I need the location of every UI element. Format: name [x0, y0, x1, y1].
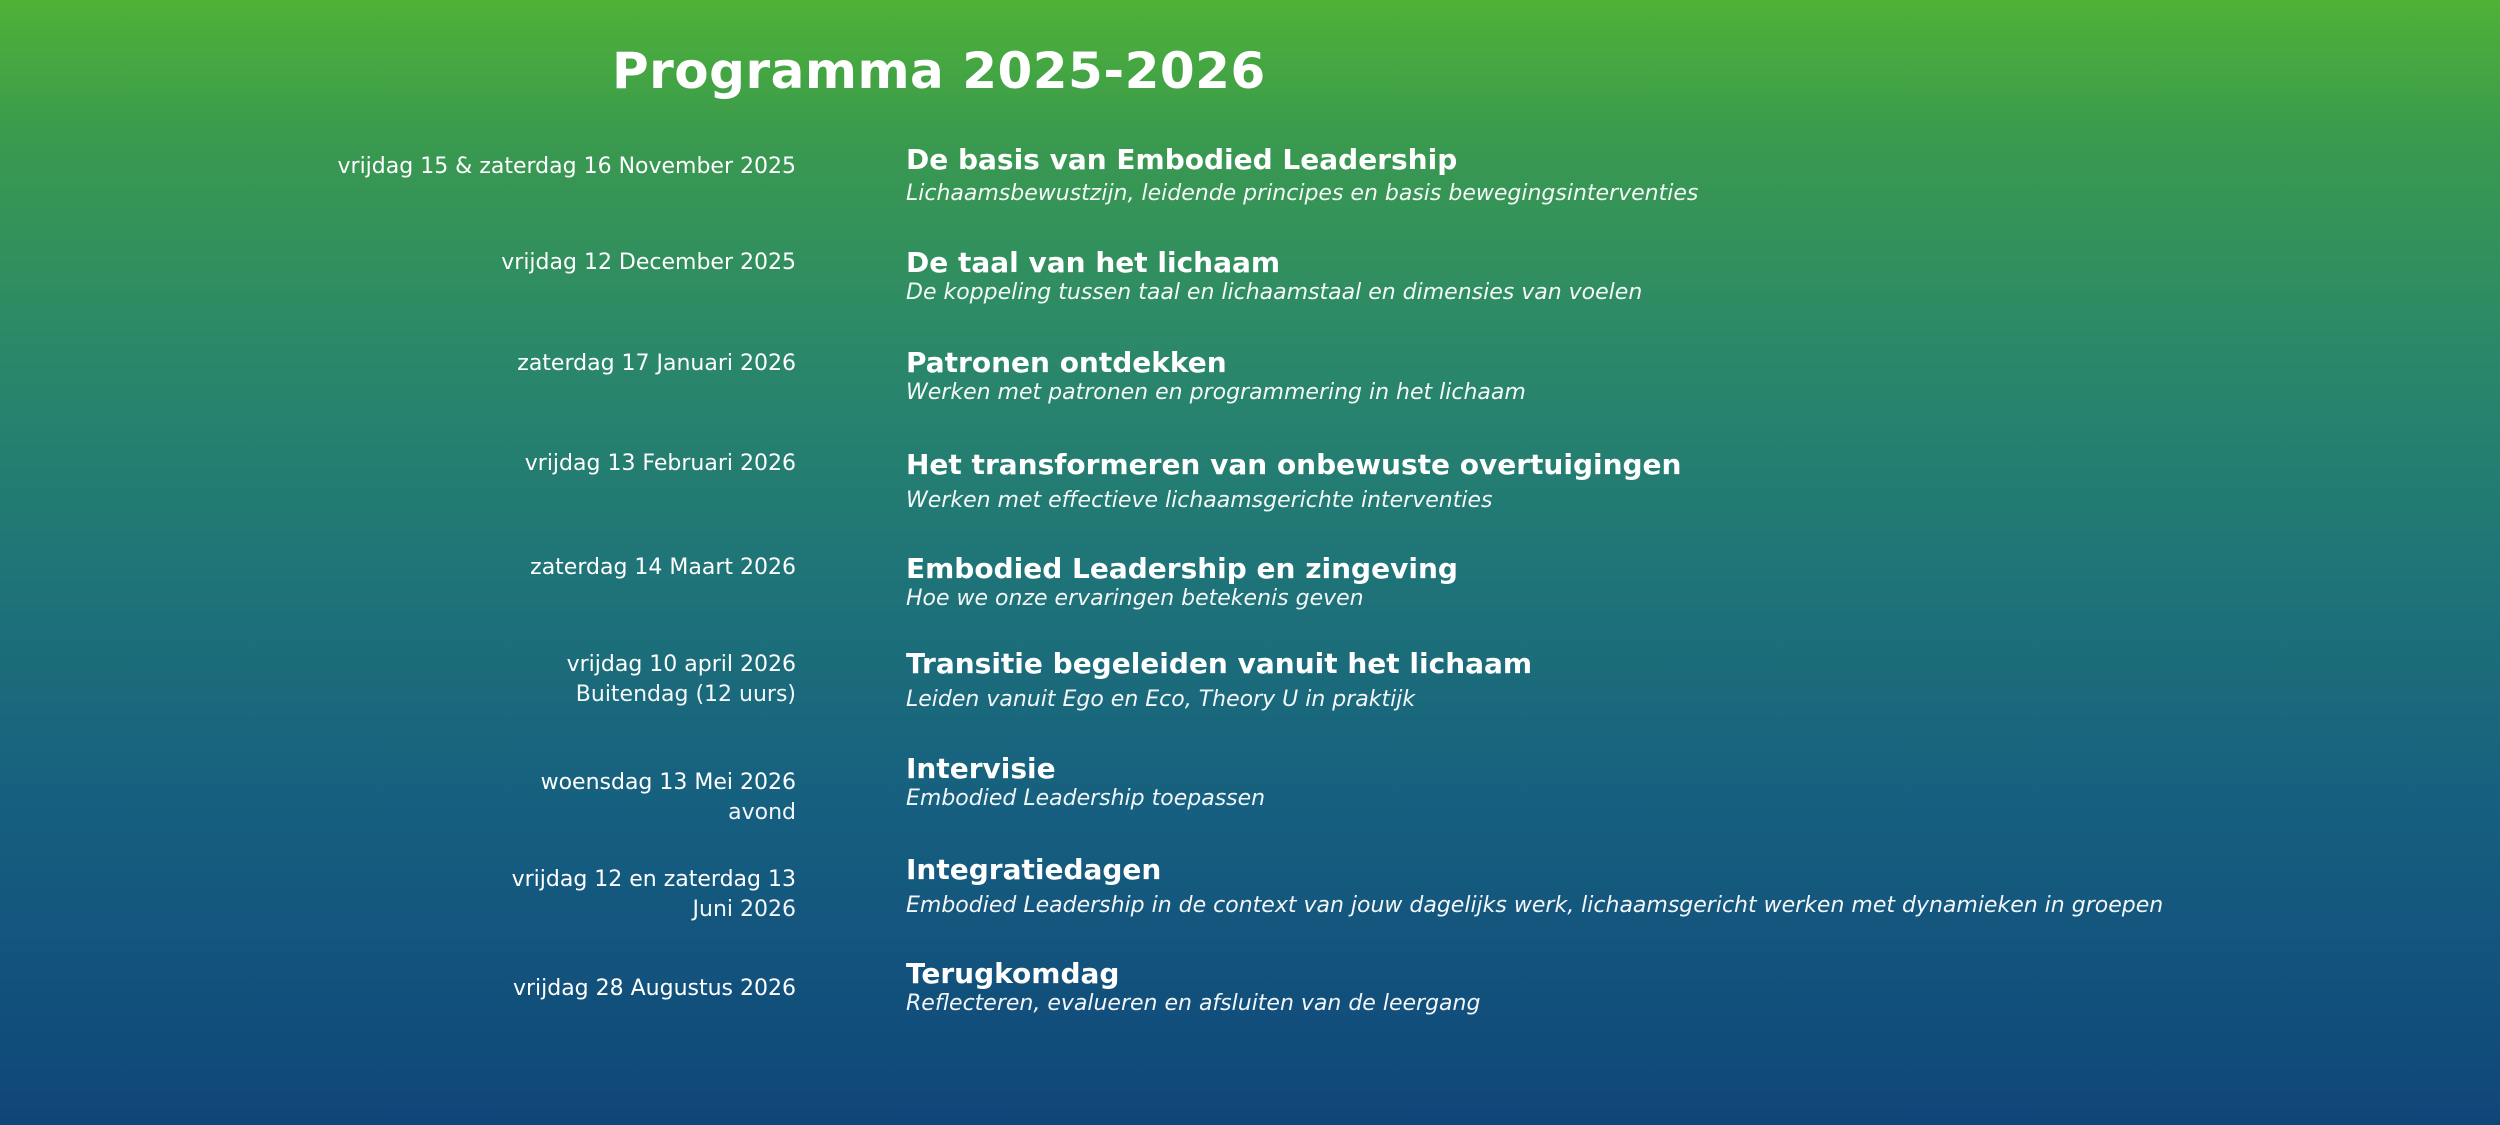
session-heading: Patronen ontdekken — [906, 346, 1227, 379]
session-date: vrijdag 28 Augustus 2026 — [512, 976, 796, 1001]
session-date-main: woensdag 13 Mei 2026 — [540, 770, 796, 795]
session-date: vrijdag 13 Februari 2026 — [524, 451, 796, 476]
session-date: vrijdag 15 & zaterdag 16 November 2025 — [337, 154, 796, 179]
session-description: Werken met patronen en programmering in het lichaam — [906, 380, 1526, 405]
session-date: zaterdag 17 Januari 2026 — [517, 351, 796, 376]
session-description: Hoe we onze ervaringen betekenis geven — [906, 586, 1364, 611]
session-heading: Het transformeren van onbewuste overtuigingen — [906, 448, 1682, 481]
session-date-note: Buitendag (12 uurs) — [575, 682, 796, 707]
session-description: Embodied Leadership toepassen — [906, 786, 1266, 811]
session-description: Reflecteren, evalueren en afsluiten van de leergang — [906, 991, 1481, 1016]
session-date: vrijdag 12 December 2025 — [501, 250, 796, 275]
session-date: zaterdag 14 Maart 2026 — [530, 555, 796, 580]
session-heading: De taal van het lichaam — [906, 246, 1281, 279]
session-heading: Intervisie — [906, 752, 1056, 785]
session-date — [236, 865, 796, 925]
session-description: Embodied Leadership in de context van jouw dagelijks werk, lichaamsgericht werken met dynamieken in groepen — [906, 893, 2164, 918]
session-heading: Embodied Leadership en zingeving — [906, 552, 1458, 585]
session-heading: De basis van Embodied Leadership — [906, 143, 1458, 176]
session-content — [906, 244, 2466, 308]
session-content — [906, 446, 2466, 516]
session-content — [906, 550, 2466, 614]
session-heading: Terugkomdag — [906, 957, 1120, 990]
session-date-note: avond — [728, 800, 796, 825]
session-description: Werken met effectieve lichaamsgerichte interventies — [906, 488, 1493, 513]
session-description: Lichaamsbewustzijn, leidende principes en basis bewegingsinterventies — [906, 181, 1699, 206]
session-content — [906, 344, 2466, 408]
page-title: Programma 2025-2026 — [612, 42, 1266, 100]
session-content — [906, 750, 2466, 814]
session-date — [236, 768, 796, 828]
session-date-main: vrijdag 12 en zaterdag 13 — [511, 867, 796, 892]
session-description: De koppeling tussen taal en lichaamstaal en dimensies van voelen — [906, 280, 1643, 305]
session-date — [236, 650, 796, 710]
session-content — [906, 851, 2466, 921]
session-content — [906, 141, 2466, 209]
session-date-note: Juni 2026 — [692, 897, 796, 922]
session-date-main: vrijdag 10 april 2026 — [566, 652, 796, 677]
session-content — [906, 645, 2466, 715]
session-heading: Integratiedagen — [906, 853, 1162, 886]
session-content — [906, 955, 2466, 1019]
session-description: Leiden vanuit Ego en Eco, Theory U in praktijk — [906, 687, 1416, 712]
session-heading: Transitie begeleiden vanuit het lichaam — [906, 647, 1533, 680]
